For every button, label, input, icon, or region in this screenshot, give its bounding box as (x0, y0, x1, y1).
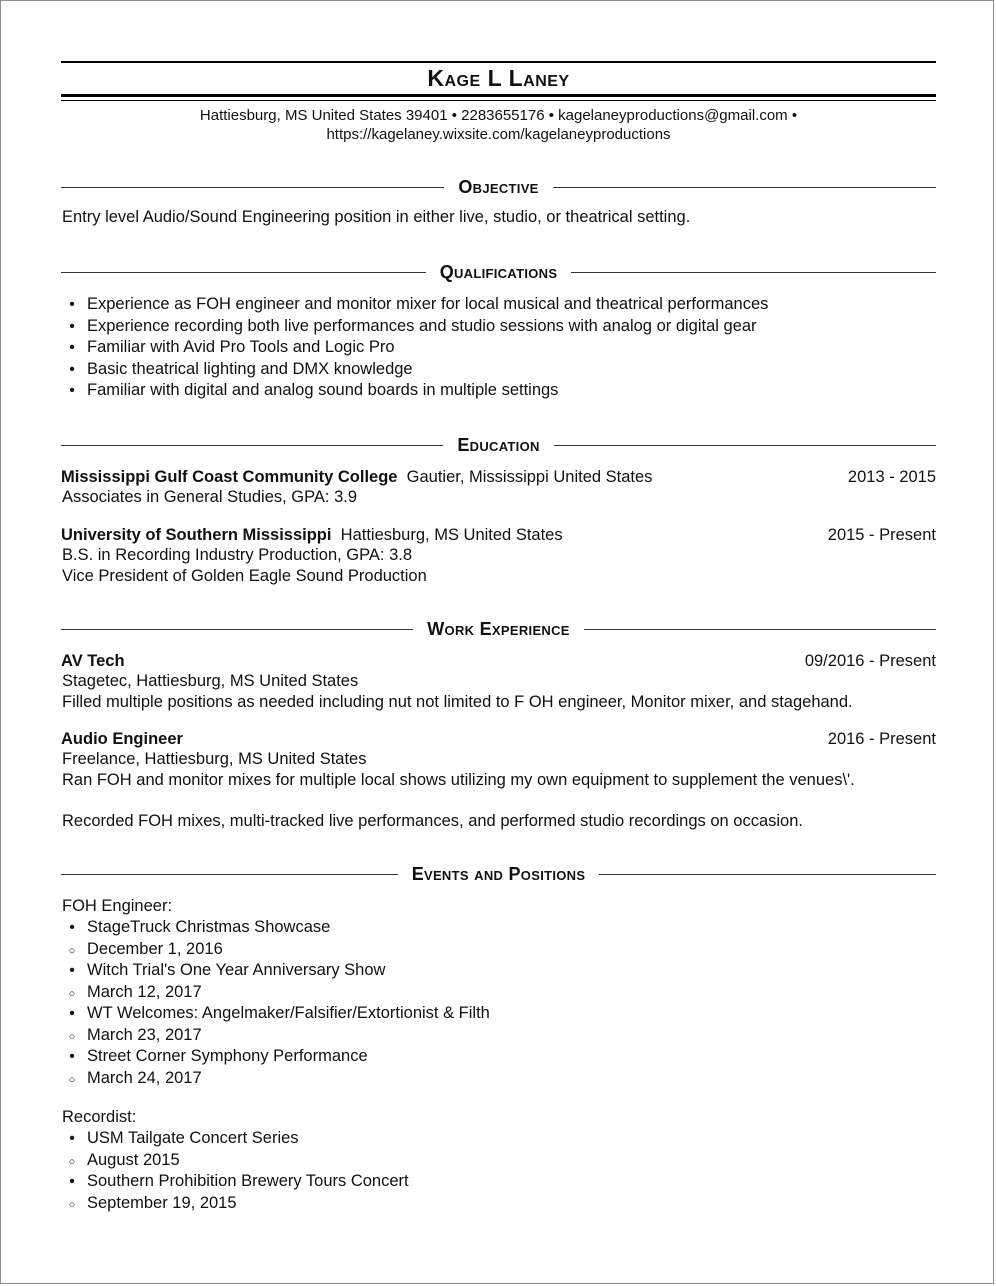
education-title: Education (457, 435, 540, 455)
events-heading (61, 864, 936, 885)
education-detail: Associates in General Studies, GPA: 3.9 (62, 488, 358, 506)
contact-info (61, 106, 936, 144)
objective-title: Objective (458, 177, 539, 197)
bullet-icon (66, 359, 78, 381)
education-dates: 2015 - Present (827, 526, 936, 544)
bullet-icon (66, 337, 78, 359)
list-item: • WT Welcomes: Angelmaker/Falsifier/Extortionist & Filth (62, 1003, 490, 1025)
education-entry-2 (61, 525, 936, 546)
events-list-foh (62, 917, 490, 1089)
list-item: ○ August 2015 (62, 1150, 409, 1172)
list-item: ○ March 12, 2017 (62, 982, 490, 1004)
qualifications-heading (61, 262, 936, 283)
job-title: Audio Engineer (61, 730, 183, 748)
list-item: • Basic theatrical lighting and DMX knowledge (62, 359, 768, 381)
circle-bullet-icon (66, 982, 78, 1006)
list-item: • Southern Prohibition Brewery Tours Concert (62, 1171, 409, 1193)
education-heading (61, 435, 936, 456)
header-rule-top (61, 61, 936, 63)
school-location: Hattiesburg, MS United States (340, 526, 563, 544)
contact-line-1: Hattiesburg, MS United States 39401 • 2283655176 • kagelaneyproductions@gmail.com • (199, 107, 798, 124)
work-entry-1 (61, 651, 936, 672)
education-detail: Vice President of Golden Eagle Sound Production (62, 567, 427, 585)
work-heading (61, 619, 936, 640)
school-name: University of Southern Mississippi (61, 526, 332, 544)
school-location: Gautier, Mississippi United States (406, 468, 653, 486)
work-entry-2 (61, 729, 936, 750)
list-item: ○ March 23, 2017 (62, 1025, 490, 1047)
bullet-icon (66, 960, 78, 982)
list-item: • Experience recording both live performances and studio sessions with analog or digital gear (62, 316, 768, 338)
bullet-icon (66, 917, 78, 939)
list-item: • Familiar with digital and analog sound boards in multiple settings (62, 380, 768, 402)
job-description: Recorded FOH mixes, multi-tracked live performances, and performed studio recordings on occasion. (62, 812, 803, 830)
job-description: Filled multiple positions as needed including nut not limited to F OH engineer, Monitor mixer, and stagehand. (62, 693, 853, 711)
education-entry-1 (61, 467, 936, 488)
circle-bullet-icon (66, 1150, 78, 1174)
objective-heading (61, 177, 936, 198)
list-item: • Experience as FOH engineer and monitor mixer for local musical and theatrical performances (62, 294, 768, 316)
list-item: ○ September 19, 2015 (62, 1193, 409, 1215)
header-rule-thin (61, 100, 936, 101)
list-item: ○ December 1, 2016 (62, 939, 490, 961)
job-title: AV Tech (61, 652, 125, 670)
events-list-recordist (62, 1128, 409, 1214)
job-org: Stagetec, Hattiesburg, MS United States (62, 672, 359, 690)
list-item: • StageTruck Christmas Showcase (62, 917, 490, 939)
job-dates: 09/2016 - Present (804, 652, 936, 670)
school-name: Mississippi Gulf Coast Community College (61, 468, 398, 486)
list-item: • Street Corner Symphony Performance (62, 1046, 490, 1068)
bullet-icon (66, 1003, 78, 1025)
list-item: • USM Tailgate Concert Series (62, 1128, 409, 1150)
list-item: • Witch Trial's One Year Anniversary Show (62, 960, 490, 982)
qualifications-title: Qualifications (439, 262, 558, 282)
contact-website: https://kagelaney.wixsite.com/kagelaneyproductions (326, 126, 671, 143)
bullet-icon (66, 1171, 78, 1193)
circle-bullet-icon (66, 1025, 78, 1049)
candidate-name: Kage L Laney (427, 65, 570, 91)
circle-bullet-icon (66, 939, 78, 963)
events-title: Events and Positions (411, 864, 586, 884)
education-detail: B.S. in Recording Industry Production, GPA: 3.8 (62, 546, 413, 564)
job-description: Ran FOH and monitor mixes for multiple local shows utilizing my own equipment to supplement the venues\'. (62, 771, 855, 789)
list-item: ○ March 24, 2017 (62, 1068, 490, 1090)
bullet-icon (66, 1128, 78, 1150)
qualifications-list (62, 294, 768, 402)
work-title: Work Experience (427, 619, 570, 639)
job-org: Freelance, Hattiesburg, MS United States (62, 750, 367, 768)
list-item: • Familiar with Avid Pro Tools and Logic Pro (62, 337, 768, 359)
objective-text: Entry level Audio/Sound Engineering position in either live, studio, or theatrical setting. (62, 208, 691, 226)
events-group-label: Recordist: (62, 1108, 137, 1126)
circle-bullet-icon (66, 1193, 78, 1217)
education-dates: 2013 - 2015 (847, 468, 936, 486)
events-group-label: FOH Engineer: (62, 897, 173, 915)
bullet-icon (66, 1046, 78, 1068)
bullet-icon (66, 380, 78, 402)
circle-bullet-icon (66, 1068, 78, 1092)
header-rule-thick (61, 94, 936, 97)
bullet-icon (66, 316, 78, 338)
job-dates: 2016 - Present (827, 730, 936, 748)
bullet-icon (66, 294, 78, 316)
